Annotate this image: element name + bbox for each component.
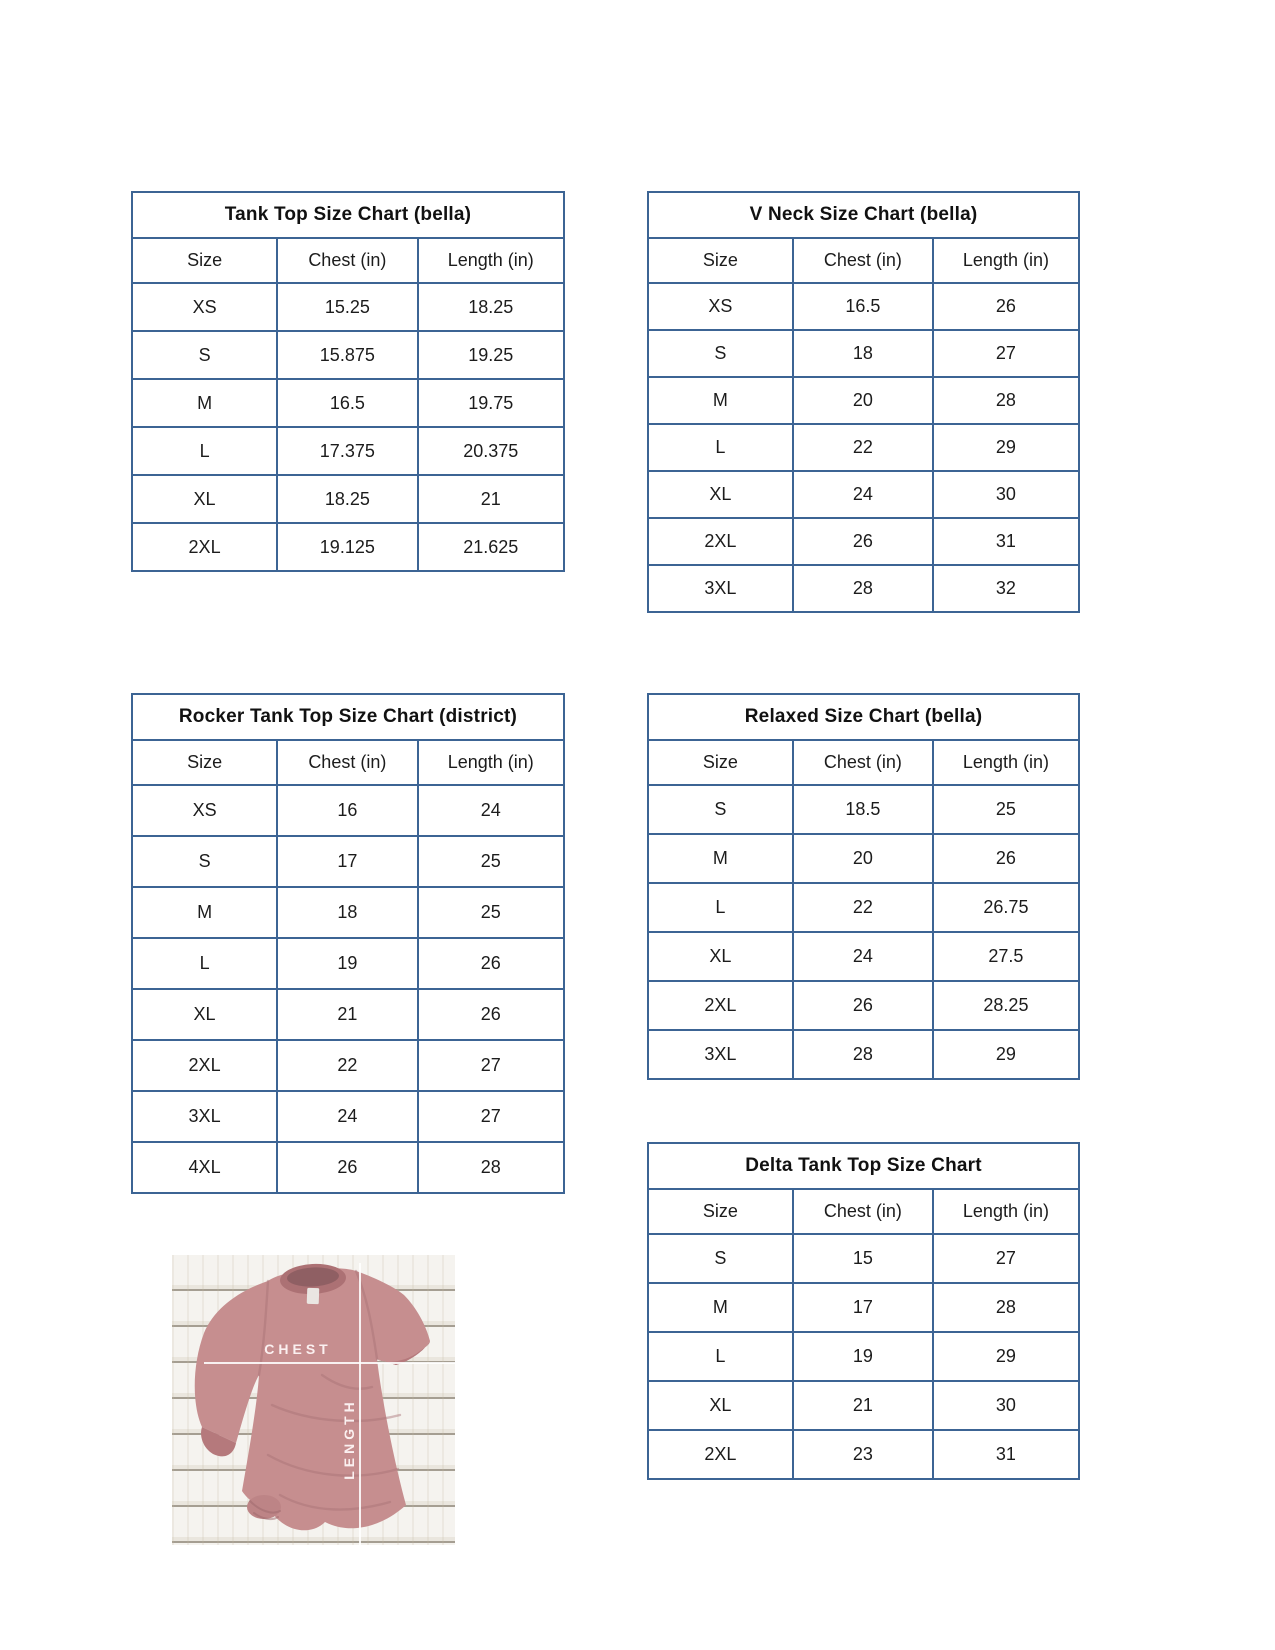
table-cell: 18.25 bbox=[277, 475, 417, 523]
table-header-row bbox=[132, 238, 564, 283]
table-cell: 22 bbox=[277, 1040, 417, 1091]
table-row bbox=[132, 989, 564, 1040]
table-row bbox=[648, 283, 1079, 330]
column-header: Size bbox=[132, 740, 277, 785]
table-cell: 2XL bbox=[132, 1040, 277, 1091]
table-row bbox=[648, 1381, 1079, 1430]
table-cell: 16.5 bbox=[793, 283, 933, 330]
table-cell: 30 bbox=[933, 1381, 1079, 1430]
table-cell: 28 bbox=[793, 1030, 933, 1079]
table-row bbox=[132, 1091, 564, 1142]
table-header-row bbox=[648, 740, 1079, 785]
table-row bbox=[132, 379, 564, 427]
tank-top-size-table bbox=[131, 191, 565, 572]
column-header: Length (in) bbox=[933, 1189, 1079, 1234]
table-cell: 17 bbox=[793, 1283, 933, 1332]
table-row bbox=[648, 981, 1079, 1030]
table-cell: 20 bbox=[793, 377, 933, 424]
table-title: Relaxed Size Chart (bella) bbox=[648, 694, 1079, 740]
table-cell: 26 bbox=[793, 981, 933, 1030]
table-cell: 15.25 bbox=[277, 283, 417, 331]
table-cell: 26 bbox=[418, 989, 564, 1040]
table-cell: 25 bbox=[418, 887, 564, 938]
table-cell: 26.75 bbox=[933, 883, 1079, 932]
table-header-row bbox=[132, 740, 564, 785]
table-row bbox=[648, 1234, 1079, 1283]
table-title-row bbox=[648, 694, 1079, 740]
table-cell: 16.5 bbox=[277, 379, 417, 427]
table-row bbox=[648, 1030, 1079, 1079]
table-cell: 30 bbox=[933, 471, 1079, 518]
table-row bbox=[132, 283, 564, 331]
table-cell: 2XL bbox=[648, 1430, 793, 1479]
table-cell: 23 bbox=[793, 1430, 933, 1479]
table-cell: 26 bbox=[277, 1142, 417, 1193]
table-cell: 31 bbox=[933, 1430, 1079, 1479]
table-cell: 28.25 bbox=[933, 981, 1079, 1030]
table-cell: 18 bbox=[277, 887, 417, 938]
table-row bbox=[648, 1430, 1079, 1479]
table-cell: 25 bbox=[933, 785, 1079, 834]
table-cell: L bbox=[648, 883, 793, 932]
table-cell: 17 bbox=[277, 836, 417, 887]
table-cell: XL bbox=[648, 1381, 793, 1430]
table-cell: 4XL bbox=[132, 1142, 277, 1193]
table-cell: 19 bbox=[277, 938, 417, 989]
table-cell: 15.875 bbox=[277, 331, 417, 379]
table-cell: 18.25 bbox=[418, 283, 564, 331]
table-cell: XL bbox=[132, 989, 277, 1040]
table-title-row bbox=[648, 192, 1079, 238]
table-cell: 26 bbox=[933, 834, 1079, 883]
column-header: Size bbox=[648, 740, 793, 785]
table-cell: XS bbox=[132, 283, 277, 331]
table-cell: M bbox=[648, 377, 793, 424]
delta-tank-top-size-table bbox=[647, 1142, 1080, 1480]
table-cell: 31 bbox=[933, 518, 1079, 565]
table-row bbox=[132, 836, 564, 887]
table-cell: 20.375 bbox=[418, 427, 564, 475]
column-header: Length (in) bbox=[418, 238, 564, 283]
table-cell: S bbox=[132, 331, 277, 379]
table-cell: M bbox=[132, 887, 277, 938]
table-cell: S bbox=[132, 836, 277, 887]
table-cell: 19.25 bbox=[418, 331, 564, 379]
table-cell: 2XL bbox=[648, 981, 793, 1030]
table-cell: XL bbox=[648, 471, 793, 518]
table-cell: 27 bbox=[418, 1040, 564, 1091]
table-cell: 2XL bbox=[132, 523, 277, 571]
table-cell: 3XL bbox=[648, 1030, 793, 1079]
column-header: Chest (in) bbox=[793, 740, 933, 785]
column-header: Length (in) bbox=[933, 740, 1079, 785]
table-row bbox=[648, 518, 1079, 565]
table-cell: 19 bbox=[793, 1332, 933, 1381]
table-cell: 18 bbox=[793, 330, 933, 377]
rocker-tank-top-size-table bbox=[131, 693, 565, 1194]
column-header: Size bbox=[648, 238, 793, 283]
length-label: LENGTH bbox=[341, 1398, 357, 1480]
table-title-row bbox=[132, 694, 564, 740]
table-cell: 24 bbox=[793, 471, 933, 518]
table-cell: 21 bbox=[418, 475, 564, 523]
table-cell: M bbox=[648, 1283, 793, 1332]
table-cell: 27 bbox=[933, 330, 1079, 377]
table-cell: XS bbox=[132, 785, 277, 836]
table-header-row bbox=[648, 1189, 1079, 1234]
table-title-row bbox=[648, 1143, 1079, 1189]
column-header: Chest (in) bbox=[277, 740, 417, 785]
table-cell: 26 bbox=[933, 283, 1079, 330]
table-cell: 27 bbox=[933, 1234, 1079, 1283]
table-title: Delta Tank Top Size Chart bbox=[648, 1143, 1079, 1189]
table-row bbox=[648, 424, 1079, 471]
table-cell: 19.125 bbox=[277, 523, 417, 571]
table-cell: 28 bbox=[418, 1142, 564, 1193]
table-cell: L bbox=[132, 938, 277, 989]
table-title-row bbox=[132, 192, 564, 238]
table-cell: 28 bbox=[933, 1283, 1079, 1332]
table-cell: 19.75 bbox=[418, 379, 564, 427]
table-cell: L bbox=[132, 427, 277, 475]
table-row bbox=[648, 834, 1079, 883]
table-title: Rocker Tank Top Size Chart (district) bbox=[132, 694, 564, 740]
table-row bbox=[648, 330, 1079, 377]
table-cell: 21 bbox=[793, 1381, 933, 1430]
table-cell: M bbox=[648, 834, 793, 883]
table-cell: 29 bbox=[933, 1030, 1079, 1079]
table-cell: XL bbox=[132, 475, 277, 523]
table-row bbox=[132, 475, 564, 523]
column-header: Chest (in) bbox=[793, 238, 933, 283]
table-cell: 32 bbox=[933, 565, 1079, 612]
table-cell: XS bbox=[648, 283, 793, 330]
table-cell: S bbox=[648, 330, 793, 377]
table-cell: S bbox=[648, 1234, 793, 1283]
table-title: Tank Top Size Chart (bella) bbox=[132, 192, 564, 238]
table-cell: XL bbox=[648, 932, 793, 981]
table-cell: 24 bbox=[418, 785, 564, 836]
column-header: Size bbox=[132, 238, 277, 283]
column-header: Chest (in) bbox=[277, 238, 417, 283]
table-cell: S bbox=[648, 785, 793, 834]
table-header-row bbox=[648, 238, 1079, 283]
table-cell: L bbox=[648, 1332, 793, 1381]
table-row bbox=[648, 932, 1079, 981]
column-header: Length (in) bbox=[418, 740, 564, 785]
table-cell: 22 bbox=[793, 883, 933, 932]
chest-measure-line bbox=[204, 1362, 455, 1364]
table-row bbox=[648, 1332, 1079, 1381]
table-cell: 24 bbox=[793, 932, 933, 981]
table-row bbox=[132, 331, 564, 379]
table-cell: 17.375 bbox=[277, 427, 417, 475]
table-cell: 3XL bbox=[648, 565, 793, 612]
table-cell: M bbox=[132, 379, 277, 427]
length-measure-line bbox=[359, 1263, 361, 1545]
table-cell: 15 bbox=[793, 1234, 933, 1283]
table-row bbox=[132, 887, 564, 938]
table-cell: 29 bbox=[933, 1332, 1079, 1381]
chest-label: CHEST bbox=[264, 1341, 332, 1357]
relaxed-size-table bbox=[647, 693, 1080, 1080]
shirt-measurement-photo bbox=[172, 1255, 455, 1545]
table-cell: 21 bbox=[277, 989, 417, 1040]
table-cell: 28 bbox=[793, 565, 933, 612]
table-row bbox=[132, 1142, 564, 1193]
table-row bbox=[132, 785, 564, 836]
table-row bbox=[648, 883, 1079, 932]
table-cell: 24 bbox=[277, 1091, 417, 1142]
table-cell: 22 bbox=[793, 424, 933, 471]
table-cell: 20 bbox=[793, 834, 933, 883]
tshirt-graphic bbox=[172, 1255, 455, 1545]
table-row bbox=[648, 565, 1079, 612]
table-row bbox=[132, 523, 564, 571]
table-cell: 2XL bbox=[648, 518, 793, 565]
column-header: Length (in) bbox=[933, 238, 1079, 283]
table-cell: 26 bbox=[793, 518, 933, 565]
table-cell: 16 bbox=[277, 785, 417, 836]
table-title: V Neck Size Chart (bella) bbox=[648, 192, 1079, 238]
table-row bbox=[132, 1040, 564, 1091]
table-cell: 27 bbox=[418, 1091, 564, 1142]
column-header: Size bbox=[648, 1189, 793, 1234]
table-cell: 29 bbox=[933, 424, 1079, 471]
table-row bbox=[132, 427, 564, 475]
table-row bbox=[648, 377, 1079, 424]
column-header: Chest (in) bbox=[793, 1189, 933, 1234]
v-neck-size-table bbox=[647, 191, 1080, 613]
table-cell: 26 bbox=[418, 938, 564, 989]
table-cell: 21.625 bbox=[418, 523, 564, 571]
table-row bbox=[648, 1283, 1079, 1332]
table-cell: 28 bbox=[933, 377, 1079, 424]
table-cell: 18.5 bbox=[793, 785, 933, 834]
table-row bbox=[132, 938, 564, 989]
table-cell: 25 bbox=[418, 836, 564, 887]
table-cell: 3XL bbox=[132, 1091, 277, 1142]
table-row bbox=[648, 471, 1079, 518]
table-row bbox=[648, 785, 1079, 834]
table-cell: L bbox=[648, 424, 793, 471]
table-cell: 27.5 bbox=[933, 932, 1079, 981]
